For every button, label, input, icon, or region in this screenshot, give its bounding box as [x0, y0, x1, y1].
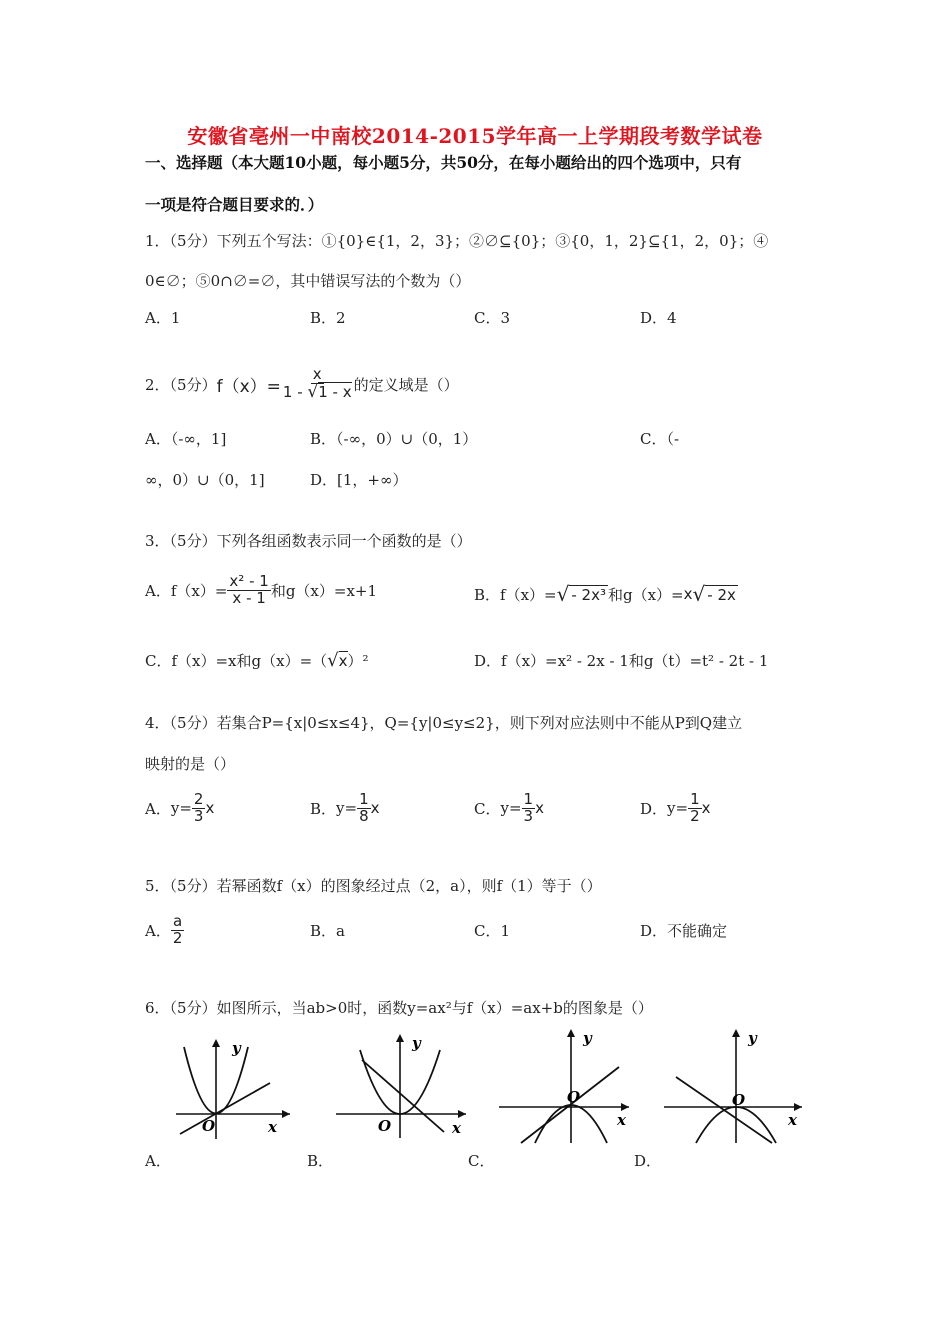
- q4-c-label: C．: [474, 799, 501, 818]
- q4-a-suffix: x: [205, 799, 215, 818]
- section-heading-line1: 一、选择题（本大题10小题，每小题5分，共50分，在每小题给出的四个选项中，只有: [145, 153, 742, 172]
- q4-option-d: [640, 792, 711, 825]
- q4-option-c: [474, 792, 544, 825]
- y-axis-arrow: [396, 1034, 404, 1042]
- y-axis-label: y: [412, 1034, 421, 1052]
- q4-b-num: 1: [359, 790, 369, 808]
- q2-denominator: [281, 381, 354, 402]
- q2-den-prefix: 1 -: [282, 382, 308, 401]
- q4-d-prefix: y=: [667, 799, 689, 818]
- q5-a-fraction: [171, 914, 185, 947]
- y-axis-label: y: [748, 1029, 757, 1047]
- x-axis-label: x: [788, 1111, 797, 1129]
- q3-a-fraction: [227, 574, 270, 607]
- q4-b-prefix: y=: [336, 799, 358, 818]
- x-axis-label: x: [452, 1119, 461, 1137]
- q3-c-radicand: x: [338, 652, 348, 670]
- q3-a-denominator: x - 1: [232, 588, 266, 607]
- q3-b-x: x: [683, 585, 693, 603]
- q2-option-c-line2: ∞，0）∪（0，1]: [145, 471, 265, 489]
- q5-option-a: [145, 914, 184, 947]
- origin-label: O: [732, 1091, 746, 1109]
- q3-a-suffix: 和g（x）=x+1: [270, 581, 378, 600]
- q1-stem-line1: 1．（5分）下列五个写法：①{0}∈{1，2，3}；②∅⊆{0}；③{0，1，2}⊆{1，2，0}；④: [145, 232, 769, 250]
- line: [676, 1077, 772, 1143]
- page-title: 安徽省亳州一中南校2014-2015学年高一上学期段考数学试卷: [187, 124, 763, 148]
- q3-option-b: [474, 582, 738, 606]
- q2-radicand: 1 - x: [318, 382, 352, 401]
- q3-b-sqrt-sign: √: [556, 582, 570, 606]
- q4-a-fraction: [192, 792, 206, 825]
- q4-b-den: 8: [359, 806, 369, 825]
- q4-b-label: B．: [310, 799, 337, 818]
- q4-d-suffix: x: [701, 799, 711, 818]
- q6-graph-c: [495, 1025, 635, 1145]
- q4-a-den: 3: [193, 806, 204, 825]
- q4-d-fraction: [688, 792, 702, 825]
- x-axis-label: x: [617, 1111, 626, 1129]
- q3-c-suffix: ）²: [347, 652, 369, 670]
- q5-option-d: D．不能确定: [640, 922, 728, 940]
- q5-a-label: A．: [145, 921, 171, 940]
- q1-option-d: D．4: [640, 309, 677, 327]
- q6-option-b-label: B．: [307, 1152, 334, 1170]
- q6-option-a-label: A．: [145, 1152, 171, 1170]
- q4-b-suffix: x: [370, 799, 380, 818]
- q6-option-c-label: C．: [468, 1152, 495, 1170]
- q6-option-d-label: D．: [634, 1152, 662, 1170]
- q2-option-c-line1: C．（-: [640, 430, 680, 448]
- q3-option-c: [145, 650, 369, 671]
- q5-option-c: C．1: [474, 922, 511, 940]
- q3-stem: 3．（5分）下列各组函数表示同一个函数的是（）: [145, 532, 472, 550]
- q4-c-den: 3: [523, 806, 534, 825]
- q5-option-b: B．a: [310, 922, 345, 940]
- y-axis-arrow: [212, 1039, 220, 1047]
- y-axis-label: y: [232, 1039, 241, 1057]
- q5-a-num: a: [173, 912, 183, 930]
- q4-stem-line1: 4．（5分）若集合P={x|0≤x≤4}，Q={y|0≤y≤2}，则下列对应法则中不能从P到Q建立: [145, 714, 743, 732]
- y-axis-arrow: [567, 1029, 575, 1037]
- q4-d-label: D．: [640, 799, 668, 818]
- q3-a-numerator: x² - 1: [229, 572, 269, 590]
- q2-option-d: D．[1，+∞）: [310, 471, 408, 489]
- q4-c-prefix: y=: [500, 799, 522, 818]
- q3-a-prefix: A．f（x）=: [145, 581, 228, 600]
- q3-b-radicand: - 2x³: [571, 585, 606, 604]
- q4-b-fraction: [357, 792, 371, 825]
- q5-a-den: 2: [172, 928, 183, 947]
- q1-option-a: A．1: [145, 309, 181, 327]
- q4-c-suffix: x: [535, 799, 544, 818]
- q2-stem: [145, 367, 459, 402]
- q2-stem-suffix: 的定义域是（）: [353, 375, 459, 394]
- q2-option-a: A．（-∞，1]: [145, 430, 227, 448]
- y-axis-arrow: [732, 1029, 740, 1037]
- origin-label: O: [202, 1117, 216, 1135]
- q4-a-num: 2: [193, 790, 204, 808]
- origin-label: O: [378, 1117, 392, 1135]
- q5-stem: 5．（5分）若幂函数f（x）的图象经过点（2，a），则f（1）等于（）: [145, 877, 602, 895]
- q2-option-b: B．（-∞，0）∪（0，1）: [310, 430, 478, 448]
- q2-sqrt-sign: √: [307, 381, 319, 402]
- q4-option-a: [145, 792, 214, 825]
- q6-stem: 6．（5分）如图所示，当ab>0时，函数y=ax²与f（x）=ax+b的图象是（）: [145, 999, 653, 1017]
- q3-b-radicand-2: - 2x: [707, 585, 736, 604]
- line: [362, 1060, 444, 1132]
- q4-c-num: 1: [523, 790, 534, 808]
- q4-stem-line2: 映射的是（）: [145, 755, 236, 773]
- q2-function-name: f（x）=: [216, 376, 281, 397]
- q1-option-c: C．3: [474, 309, 511, 327]
- section-heading-line2: 一项是符合题目要求的．）: [145, 195, 324, 214]
- q3-option-a: [145, 574, 377, 607]
- q4-option-b: [310, 792, 380, 825]
- q3-c-prefix: C．f（x）=x和g（x）=（: [145, 652, 328, 670]
- q6-graph-b: [330, 1030, 470, 1140]
- x-axis-label: x: [268, 1118, 277, 1136]
- q4-a-prefix: y=: [170, 799, 192, 818]
- q4-a-label: A．: [145, 799, 171, 818]
- q2-number: 2．（5分）: [145, 375, 217, 394]
- q3-b-middle: 和g（x）=: [607, 585, 684, 604]
- line: [180, 1083, 270, 1134]
- q6-graph-a: [170, 1035, 295, 1140]
- q1-option-b: B．2: [310, 309, 346, 327]
- q3-b-prefix: B．f（x）=: [474, 585, 557, 604]
- x-axis-arrow: [621, 1103, 629, 1111]
- x-axis-arrow: [458, 1110, 466, 1118]
- q4-c-fraction: [522, 792, 536, 825]
- q4-d-num: 1: [690, 790, 700, 808]
- q2-fraction: [281, 367, 354, 402]
- q2-numerator: x: [312, 365, 322, 383]
- q3-option-d: D．f（x）=x² - 2x - 1和g（t）=t² - 2t - 1: [474, 652, 769, 670]
- x-axis-arrow: [282, 1110, 290, 1118]
- x-axis-arrow: [794, 1103, 802, 1111]
- y-axis-label: y: [583, 1029, 592, 1047]
- q3-c-sqrt-sign: √: [327, 650, 339, 671]
- origin-label: O: [567, 1088, 581, 1106]
- q6-graph-d: [660, 1025, 805, 1145]
- q4-d-den: 2: [690, 806, 700, 825]
- q3-b-sqrt-sign-2: √: [692, 582, 706, 606]
- q1-stem-line2: 0∈∅；⑤0∩∅=∅，其中错误写法的个数为（）: [145, 272, 471, 290]
